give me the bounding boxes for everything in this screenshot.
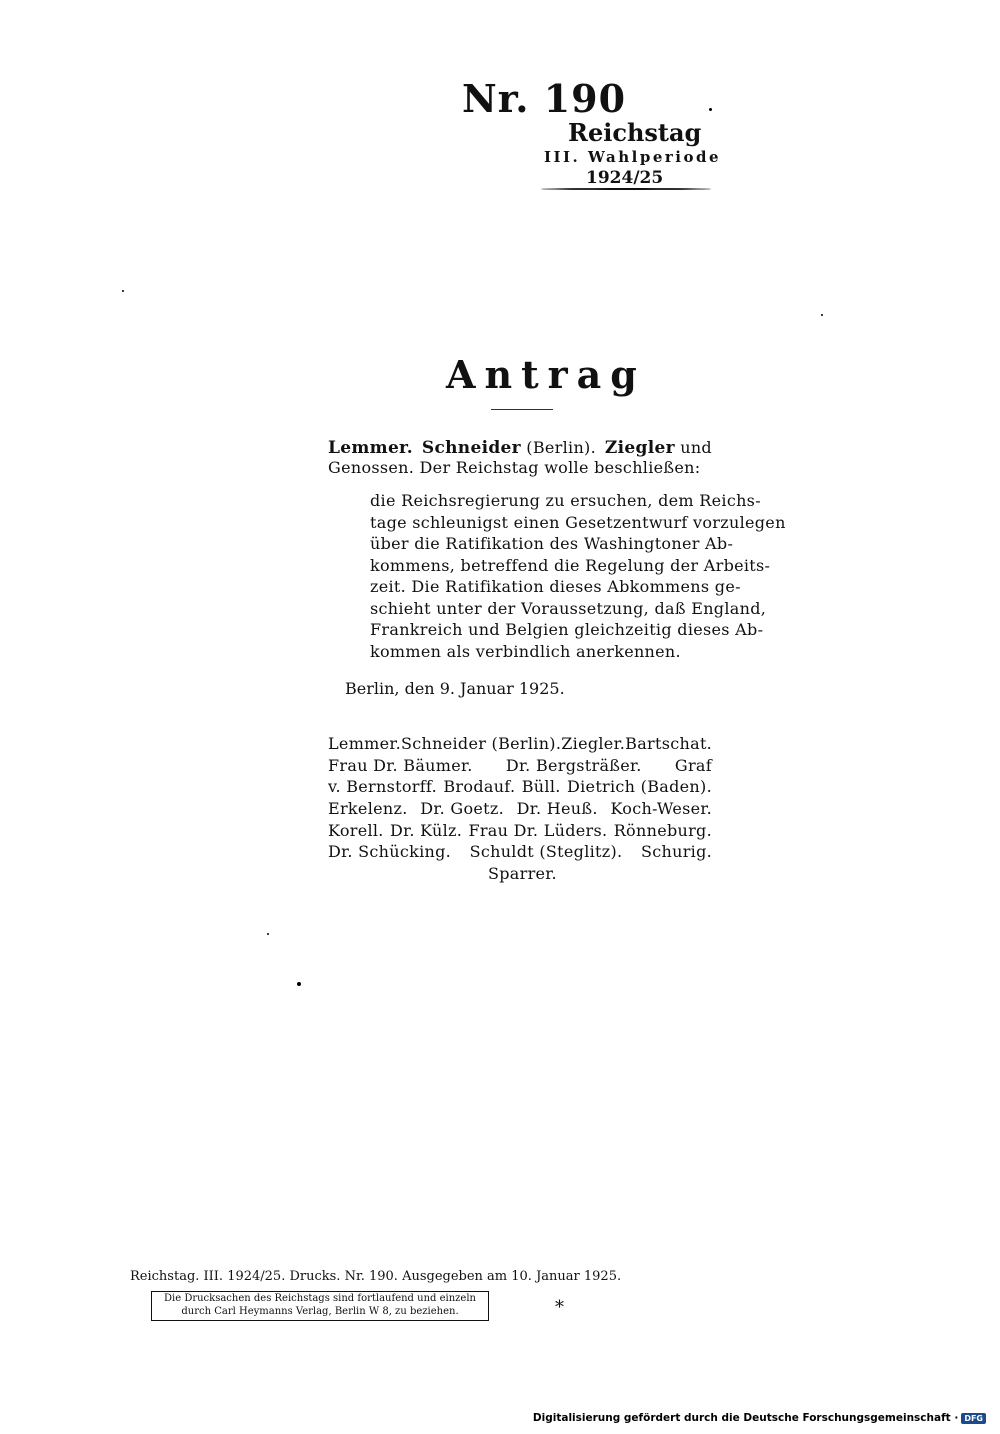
intro-name-2: Schneider — [421, 438, 521, 458]
intro-conjunction: und — [680, 438, 712, 457]
signatory-name: Lemmer. — [328, 734, 401, 753]
signatory-row — [328, 798, 712, 820]
signatory-name: v. Bernstorff. — [328, 777, 437, 797]
signatory-name: Erkelenz. — [328, 799, 408, 819]
signatory-name: Koch-Weser. — [610, 799, 712, 819]
scan-speck — [267, 933, 269, 935]
scan-speck — [709, 108, 712, 111]
footer-asterisk: * — [555, 1297, 564, 1318]
signatory-name: Dr. Külz. — [390, 820, 463, 840]
signatory-name: Dr. Bergsträßer. — [505, 755, 642, 775]
intro-name-3-group — [605, 438, 712, 458]
signatory-last-line — [328, 863, 712, 885]
request-text — [370, 490, 786, 662]
signatory-name: Dietrich (Baden). — [567, 777, 712, 797]
footer-box-line-1: Die Drucksachen des Reichstags sind fortlaufend und einzeln — [164, 1293, 476, 1304]
request-line: schieht unter der Voraussetzung, daß England, — [370, 598, 767, 618]
intro-place: (Berlin). — [526, 438, 596, 457]
footer-note: Reichstag. III. 1924/25. Drucks. Nr. 190. Ausgegeben am 10. Januar 1925. — [130, 1269, 622, 1284]
signatory-name: Dr. Schücking. — [328, 842, 452, 862]
signatory-list — [328, 733, 712, 885]
scan-speck — [122, 290, 124, 292]
request-line: Frankreich und Belgien gleichzeitig dieses Ab- — [370, 620, 764, 639]
intro-name-3: Ziegler — [604, 438, 675, 458]
signatory-name: Brodauf. — [443, 777, 516, 797]
signatory-row — [328, 755, 712, 777]
document-title: Antrag — [446, 352, 646, 397]
signatory-name: Rönneburg. — [613, 820, 712, 840]
signatory-row — [328, 733, 712, 755]
scan-speck — [821, 314, 823, 316]
signatory-name: Bartschat. — [625, 734, 713, 753]
intro-name-2-group — [422, 438, 596, 458]
signatory-name: Dr. Goetz. — [420, 799, 504, 819]
header-body-name: Reichstag — [568, 118, 702, 147]
request-line: über die Ratifikation des Washingtoner Ab- — [370, 534, 734, 553]
signatory-name: Büll. — [521, 777, 561, 797]
scan-speck — [297, 982, 301, 986]
header-divider — [541, 188, 711, 190]
dfg-logo: DFG — [961, 1413, 986, 1424]
header-period: III. Wahlperiode — [544, 148, 722, 166]
signatory-last-name: Sparrer. — [488, 864, 557, 884]
intro-name-1: Lemmer. — [328, 438, 413, 458]
signatory-name: Dr. Heuß. — [516, 799, 598, 819]
signatory-name: Ziegler. — [561, 734, 626, 753]
signatory-name: Graf — [674, 755, 712, 775]
signatory-name: Schurig. — [640, 842, 712, 862]
signatory-name: Frau Dr. Bäumer. — [328, 755, 473, 775]
intro-line-1 — [328, 438, 712, 458]
request-line: kommens, betreffend die Regelung der Arbeits- — [370, 555, 771, 575]
title-divider — [491, 409, 553, 410]
intro-block — [328, 438, 712, 478]
request-line: zeit. Die Ratifikation dieses Abkommens ge- — [370, 577, 741, 596]
signatory-name: Schneider (Berlin). — [400, 734, 562, 753]
request-line: kommen als verbindlich anerkennen. — [370, 641, 681, 661]
signatory-name: Schuldt (Steglitz). — [469, 842, 623, 862]
signatory-name: Frau Dr. Lüders. — [468, 820, 608, 840]
date-line: Berlin, den 9. Januar 1925. — [345, 679, 565, 698]
footer-distribution-box — [151, 1291, 489, 1321]
signatory-name: Korell. — [328, 820, 384, 840]
document-number: Nr. 190 — [462, 76, 627, 121]
signatory-row — [328, 776, 712, 798]
footer-box-line-2: durch Carl Heymanns Verlag, Berlin W 8, zu beziehen. — [181, 1306, 459, 1317]
digitization-text: Digitalisierung gefördert durch die Deutsche Forschungsgemeinschaft · — [532, 1412, 959, 1424]
intro-line-2: Genossen. Der Reichstag wolle beschließen: — [328, 458, 701, 477]
request-line: die Reichsregierung zu ersuchen, dem Reichs- — [370, 491, 761, 510]
signatory-row — [328, 820, 712, 842]
signatory-rows — [328, 733, 712, 863]
signatory-row — [328, 841, 712, 863]
request-line: tage schleunigst einen Gesetzentwurf vorzulegen — [370, 512, 786, 532]
digitization-credit — [533, 1412, 986, 1424]
header-years: 1924/25 — [586, 168, 664, 188]
